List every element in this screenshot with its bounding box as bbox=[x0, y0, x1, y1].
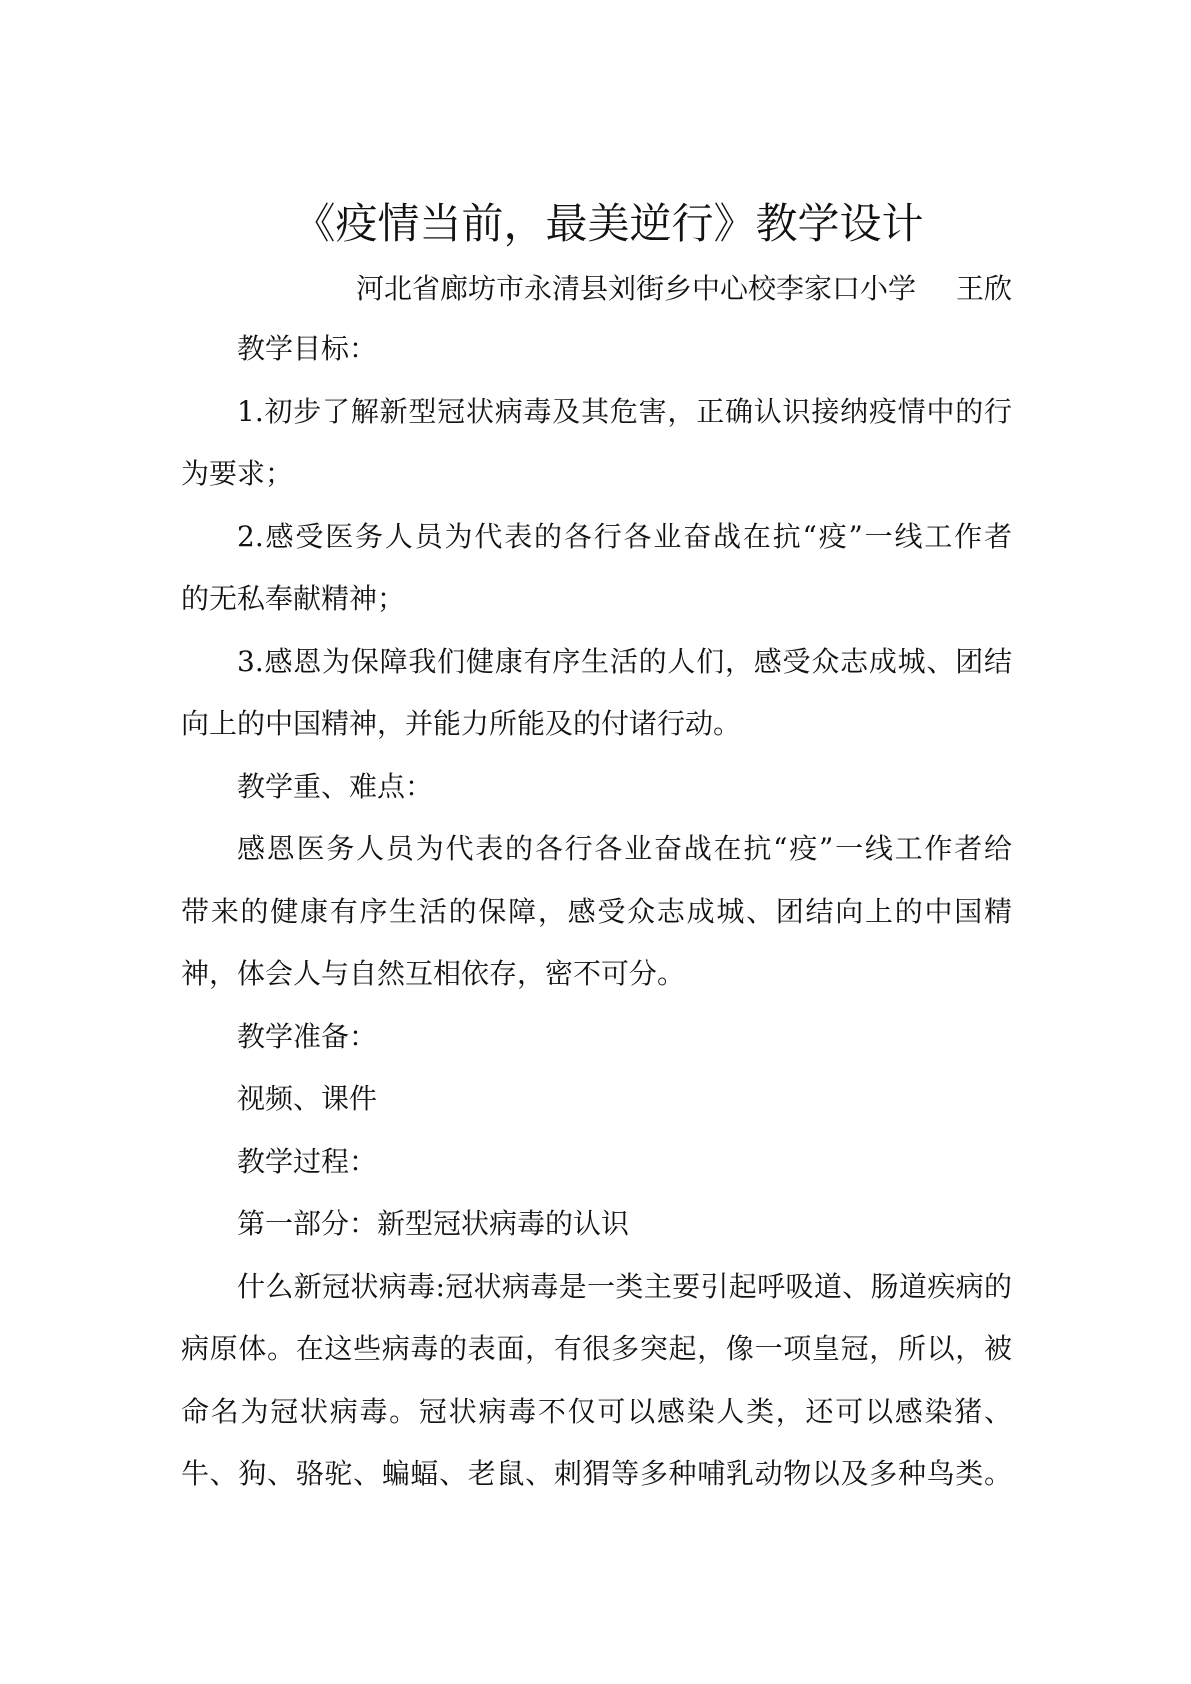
paragraph-line: 向上的中国精神，并能力所能及的付诸行动。 bbox=[181, 707, 742, 740]
key-points-paragraph bbox=[181, 818, 1012, 1006]
objective-item-3 bbox=[181, 631, 1012, 756]
paragraph-line: 的无私奉献精神； bbox=[181, 582, 406, 615]
paragraph-line: 1.初步了解新型冠状病毒及其危害，正确认识接纳疫情中的行 bbox=[237, 394, 1012, 428]
paragraph-line: 为要求； bbox=[181, 457, 294, 490]
document-body bbox=[181, 318, 1012, 1506]
preparation-heading: 教学准备： bbox=[237, 1019, 378, 1053]
paragraph-line: 命名为冠状病毒。冠状病毒不仅可以感染人类，还可以感染猪、 bbox=[181, 1394, 1012, 1428]
preparation-content: 视频、课件 bbox=[237, 1082, 378, 1115]
paragraph-line: 牛、狗、骆驼、蝙蝠、老鼠、刺猬等多种哺乳动物以及多种鸟类。 bbox=[181, 1457, 1012, 1490]
document-title: 《疫情当前，最美逆行》教学设计 bbox=[293, 199, 924, 248]
paragraph-line: 2.感受医务人员为代表的各行各业奋战在抗“疫”一线工作者 bbox=[237, 519, 1012, 553]
author-school: 河北省廊坊市永清县刘街乡中心校李家口小学 bbox=[356, 271, 917, 305]
paragraph-line: 3.感恩为保障我们健康有序生活的人们，感受众志成城、团结 bbox=[237, 644, 1012, 678]
author-name: 王欣 bbox=[955, 271, 1012, 305]
part1-title: 第一部分：新型冠状病毒的认识 bbox=[237, 1207, 630, 1240]
paragraph-line: 病原体。在这些病毒的表面，有很多突起，像一项皇冠，所以，被 bbox=[181, 1332, 1012, 1365]
paragraph-line: 神，体会人与自然互相依存，密不可分。 bbox=[181, 957, 686, 990]
paragraph-line: 带来的健康有序生活的保障，感受众志成城、团结向上的中国精 bbox=[181, 894, 1012, 928]
objective-item-2 bbox=[181, 506, 1012, 631]
objectives-heading: 教学目标： bbox=[237, 332, 378, 365]
paragraph-line: 感恩医务人员为代表的各行各业奋战在抗“疫”一线工作者给 bbox=[237, 832, 1012, 865]
process-heading: 教学过程： bbox=[237, 1144, 378, 1178]
key-points-heading: 教学重、难点： bbox=[237, 769, 434, 803]
objective-item-1 bbox=[181, 381, 1012, 506]
author-line bbox=[356, 255, 1012, 318]
part1-paragraph bbox=[181, 1256, 1012, 1506]
paragraph-line: 什么新冠状病毒:冠状病毒是一类主要引起呼吸道、肠道疾病的 bbox=[237, 1269, 1012, 1303]
